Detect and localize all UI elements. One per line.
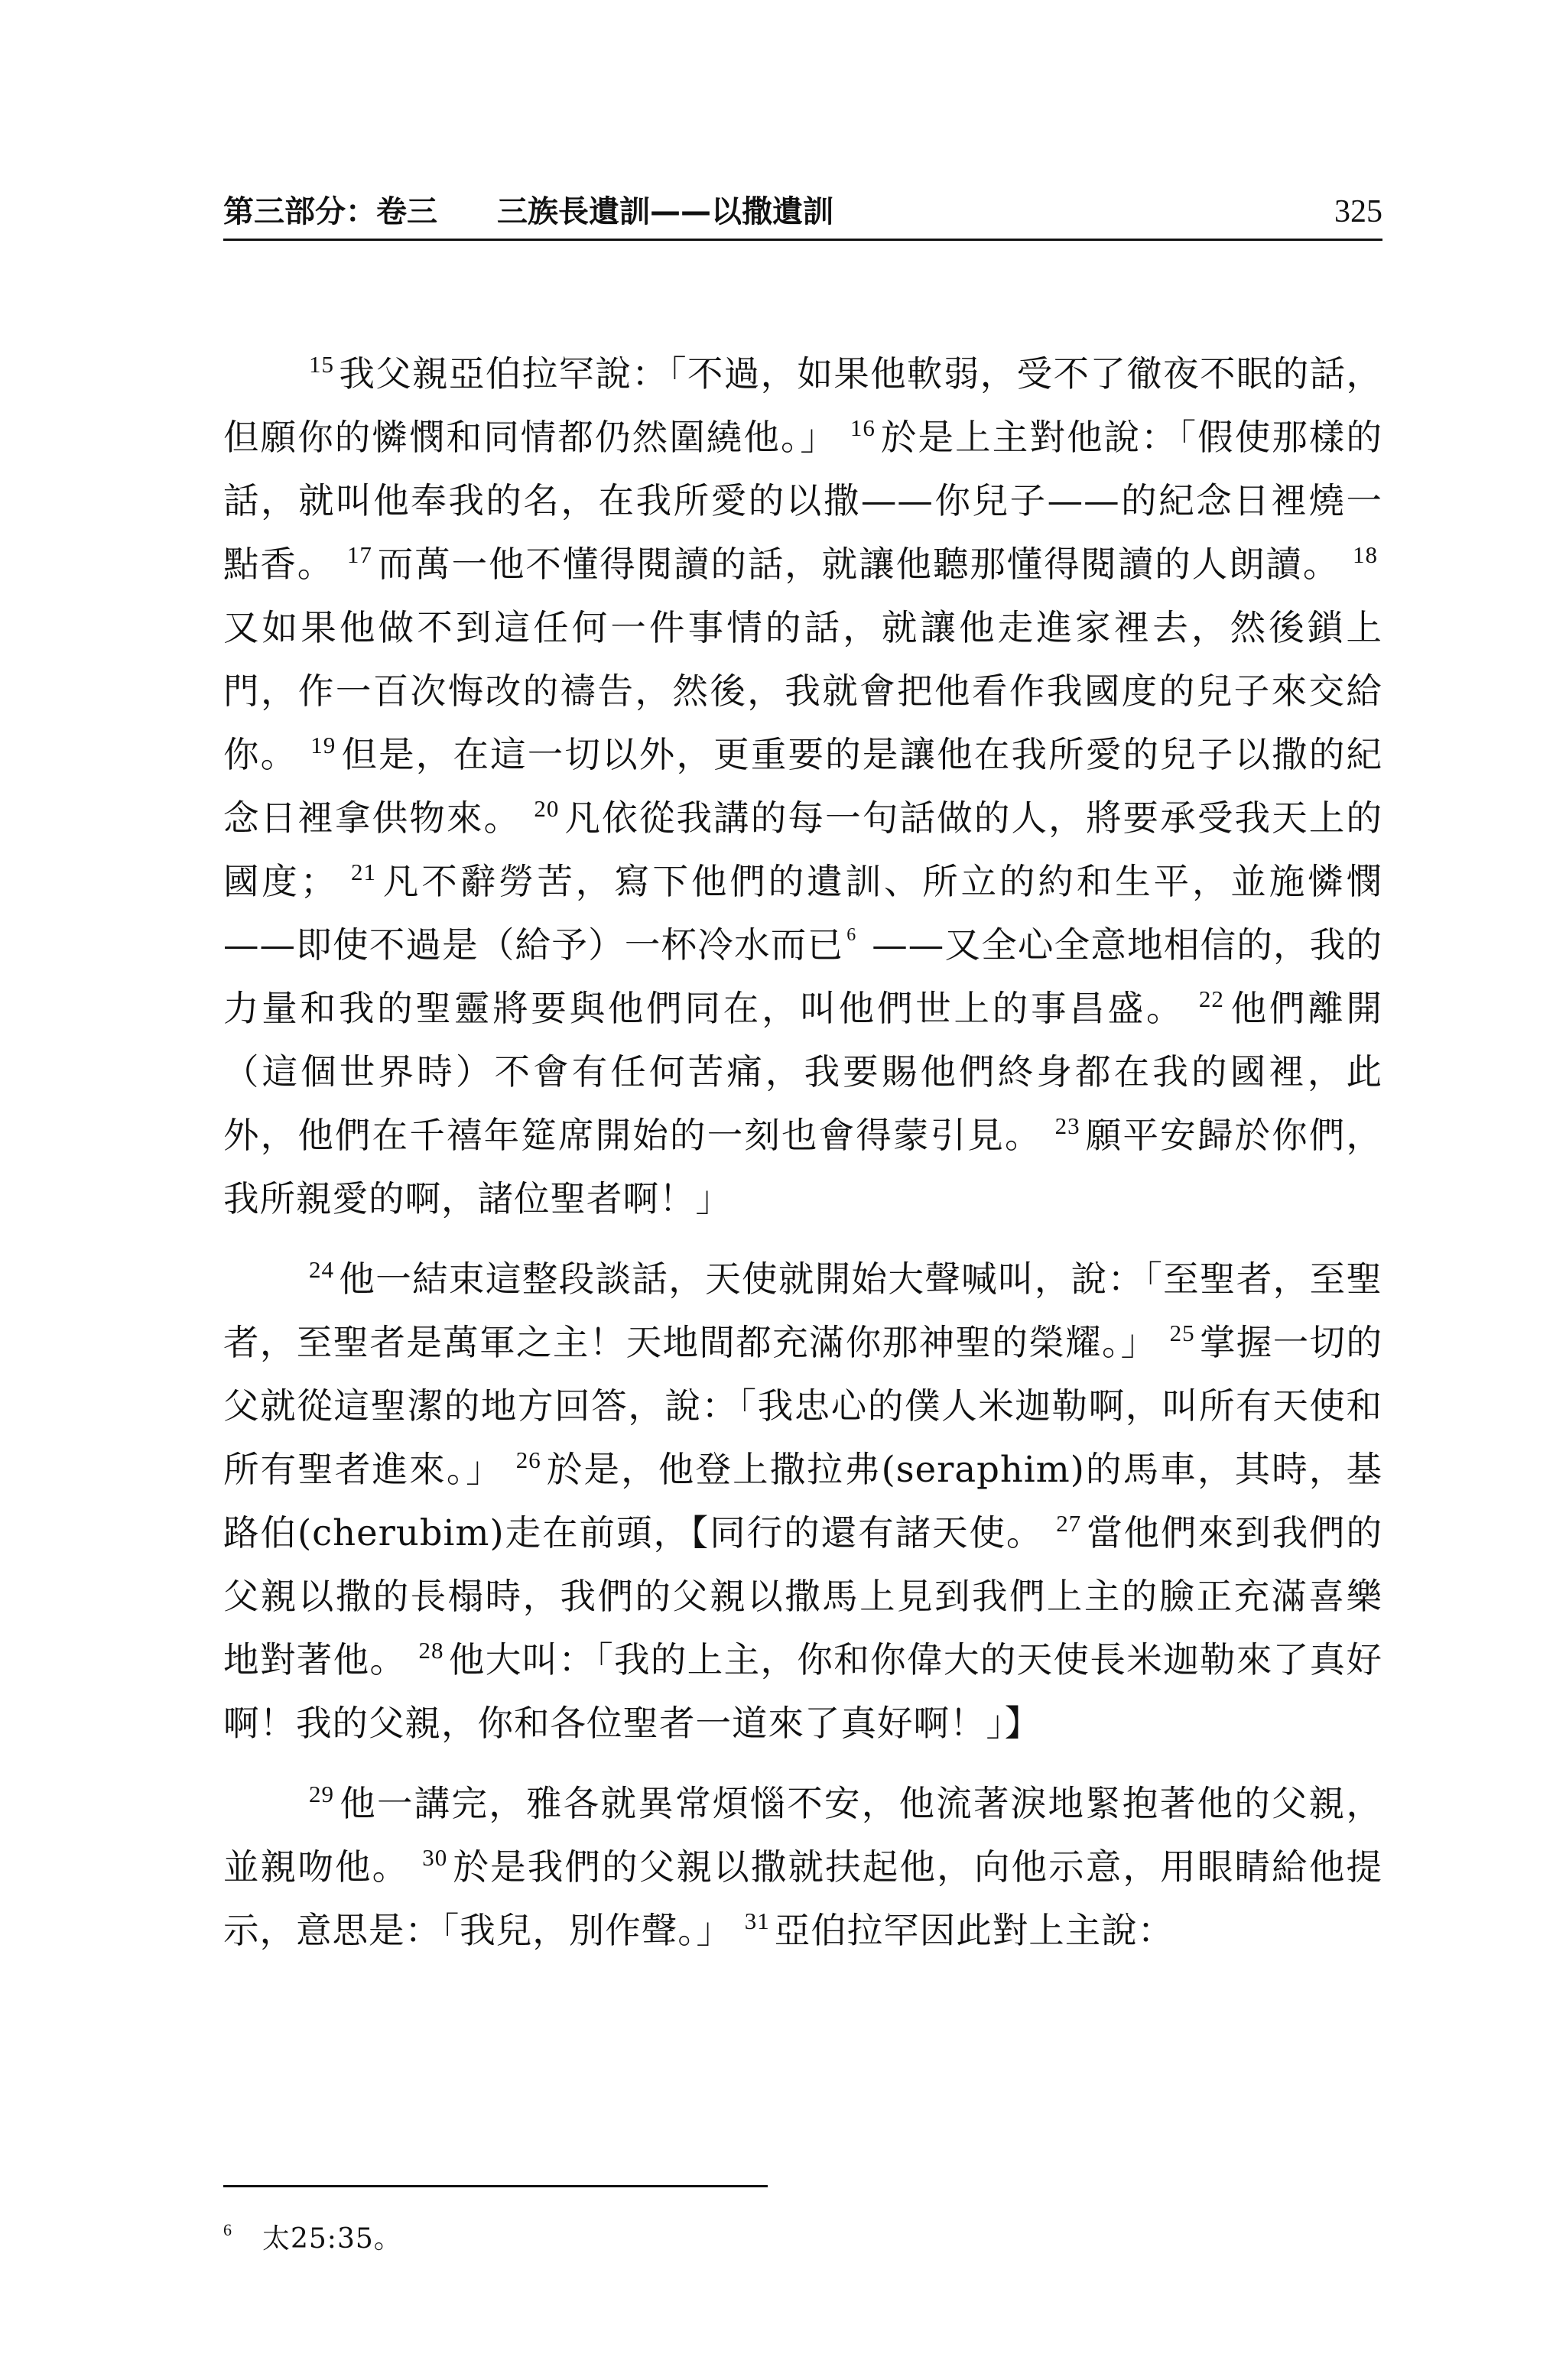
verse-text: 又如果他做不到這任何一件事情的話，就讓他走進家裡去，然後鎖上門，作一百次悔改的禱告，然後，我就會把他看作我國度的兒子來交給你。 xyxy=(223,607,1382,775)
verse-text: ——又全心全意地相信的，我的力量和我的聖靈將要與他們同在，叫他們世上的事昌盛。 xyxy=(223,924,1383,1029)
footnote-divider xyxy=(223,2185,768,2187)
verse-number: 27 xyxy=(1056,1510,1082,1537)
footnote-marker: 6 xyxy=(846,925,857,945)
verse-text: 於是上主對他說：「假使那樣的話，就叫他奉我的名，在我所愛的以撒——你兒子——的紀念日裡燒一點香。 xyxy=(223,417,1383,585)
footnote xyxy=(223,2211,402,2258)
running-header xyxy=(223,193,1382,241)
verse-number: 30 xyxy=(422,1844,448,1871)
verse-text: 而萬一他不懂得閱讀的話，就讓他聽那懂得閱讀的人朗讀。 xyxy=(376,544,1340,585)
verse-text: 掌握一切的父就從這聖潔的地方回答，說：「我忠心的僕人米迦勒啊，叫所有天使和所有聖者進來。」 xyxy=(223,1322,1383,1490)
verse-number: 20 xyxy=(534,795,560,822)
verse-text: 他們離開（這個世界時）不會有任何苦痛，我要賜他們終身都在我的國裡，此外，他們在千禧年筵席開始的一刻也會得蒙引見。 xyxy=(223,988,1383,1156)
verse-text: 我父親亞伯拉罕說：「不過，如果他軟弱，受不了徹夜不眠的話，但願你的憐憫和同情都仍然圍繞他。」 xyxy=(223,353,1382,458)
verse-text: 於是我們的父親以撒就扶起他，向他示意，用眼睛給他提示，意思是：「我兒，別作聲。」 xyxy=(223,1846,1383,1951)
verse-number: 21 xyxy=(350,859,376,885)
verse-number: 23 xyxy=(1054,1112,1080,1139)
verse-text: 凡依從我講的每一句話做的人，將要承受我天上的國度； xyxy=(223,797,1383,902)
section-title: 第三部分：卷三 xyxy=(223,194,437,229)
verse-number: 25 xyxy=(1169,1320,1195,1346)
verse-text: 於是，他登上撒拉弗(seraphim)的馬車，其時，基路伯(cherubim)走在前頭，【同行的還有諸天使。 xyxy=(223,1449,1383,1554)
verse-number: 17 xyxy=(346,541,372,568)
verse-text: 凡不辭勞苦，寫下他們的遺訓、所立的約和生平，並施憐憫——即使不過是（給予）一杯冷水而已 xyxy=(223,861,1383,966)
verse-text: 但是，在這一切以外，更重要的是讓他在我所愛的兒子以撒的紀念日裡拿供物來。 xyxy=(223,734,1383,839)
verse-number: 26 xyxy=(515,1447,541,1473)
paragraph xyxy=(223,1248,1382,1755)
verse-number: 28 xyxy=(418,1637,444,1664)
chapter-title: 三族長遺訓——以撒遺訓 xyxy=(497,194,833,229)
verse-number: 24 xyxy=(309,1256,334,1283)
verse-number: 29 xyxy=(309,1781,334,1807)
verse-text: 他一結束這整段談話，天使就開始大聲喊叫，說：「至聖者，至聖者，至聖者是萬軍之主！天地間都充滿你那神聖的榮耀。」 xyxy=(223,1258,1382,1363)
main-text xyxy=(223,343,1382,1979)
verse-number: 15 xyxy=(309,351,334,378)
footnote-text: 太25:35。 xyxy=(262,2223,402,2255)
paragraph xyxy=(223,343,1382,1231)
verse-text: 當他們來到我們的父親以撒的長榻時，我們的父親以撒馬上見到我們上主的臉正充滿喜樂地對著他。 xyxy=(223,1512,1383,1680)
verse-number: 22 xyxy=(1198,985,1224,1012)
page-number: 325 xyxy=(1334,194,1382,229)
verse-text: 他一講完，雅各就異常煩惱不安，他流著淚地緊抱著他的父親，並親吻他。 xyxy=(223,1783,1382,1888)
verse-text: 願平安歸於你們，我所親愛的啊，諸位聖者啊！」 xyxy=(223,1115,1383,1219)
verse-text: 亞伯拉罕因此對上主說： xyxy=(774,1910,1174,1951)
verse-text: 他大叫：「我的上主，你和你偉大的天使長米迦勒來了真好啊！我的父親，你和各位聖者一道來了真好啊！」】 xyxy=(223,1639,1383,1744)
verse-number: 19 xyxy=(310,732,336,758)
verse-number: 31 xyxy=(744,1908,770,1934)
verse-number: 18 xyxy=(1353,541,1379,568)
verse-number: 16 xyxy=(850,414,876,441)
footnote-number: 6 xyxy=(223,2220,232,2239)
paragraph xyxy=(223,1772,1382,1963)
